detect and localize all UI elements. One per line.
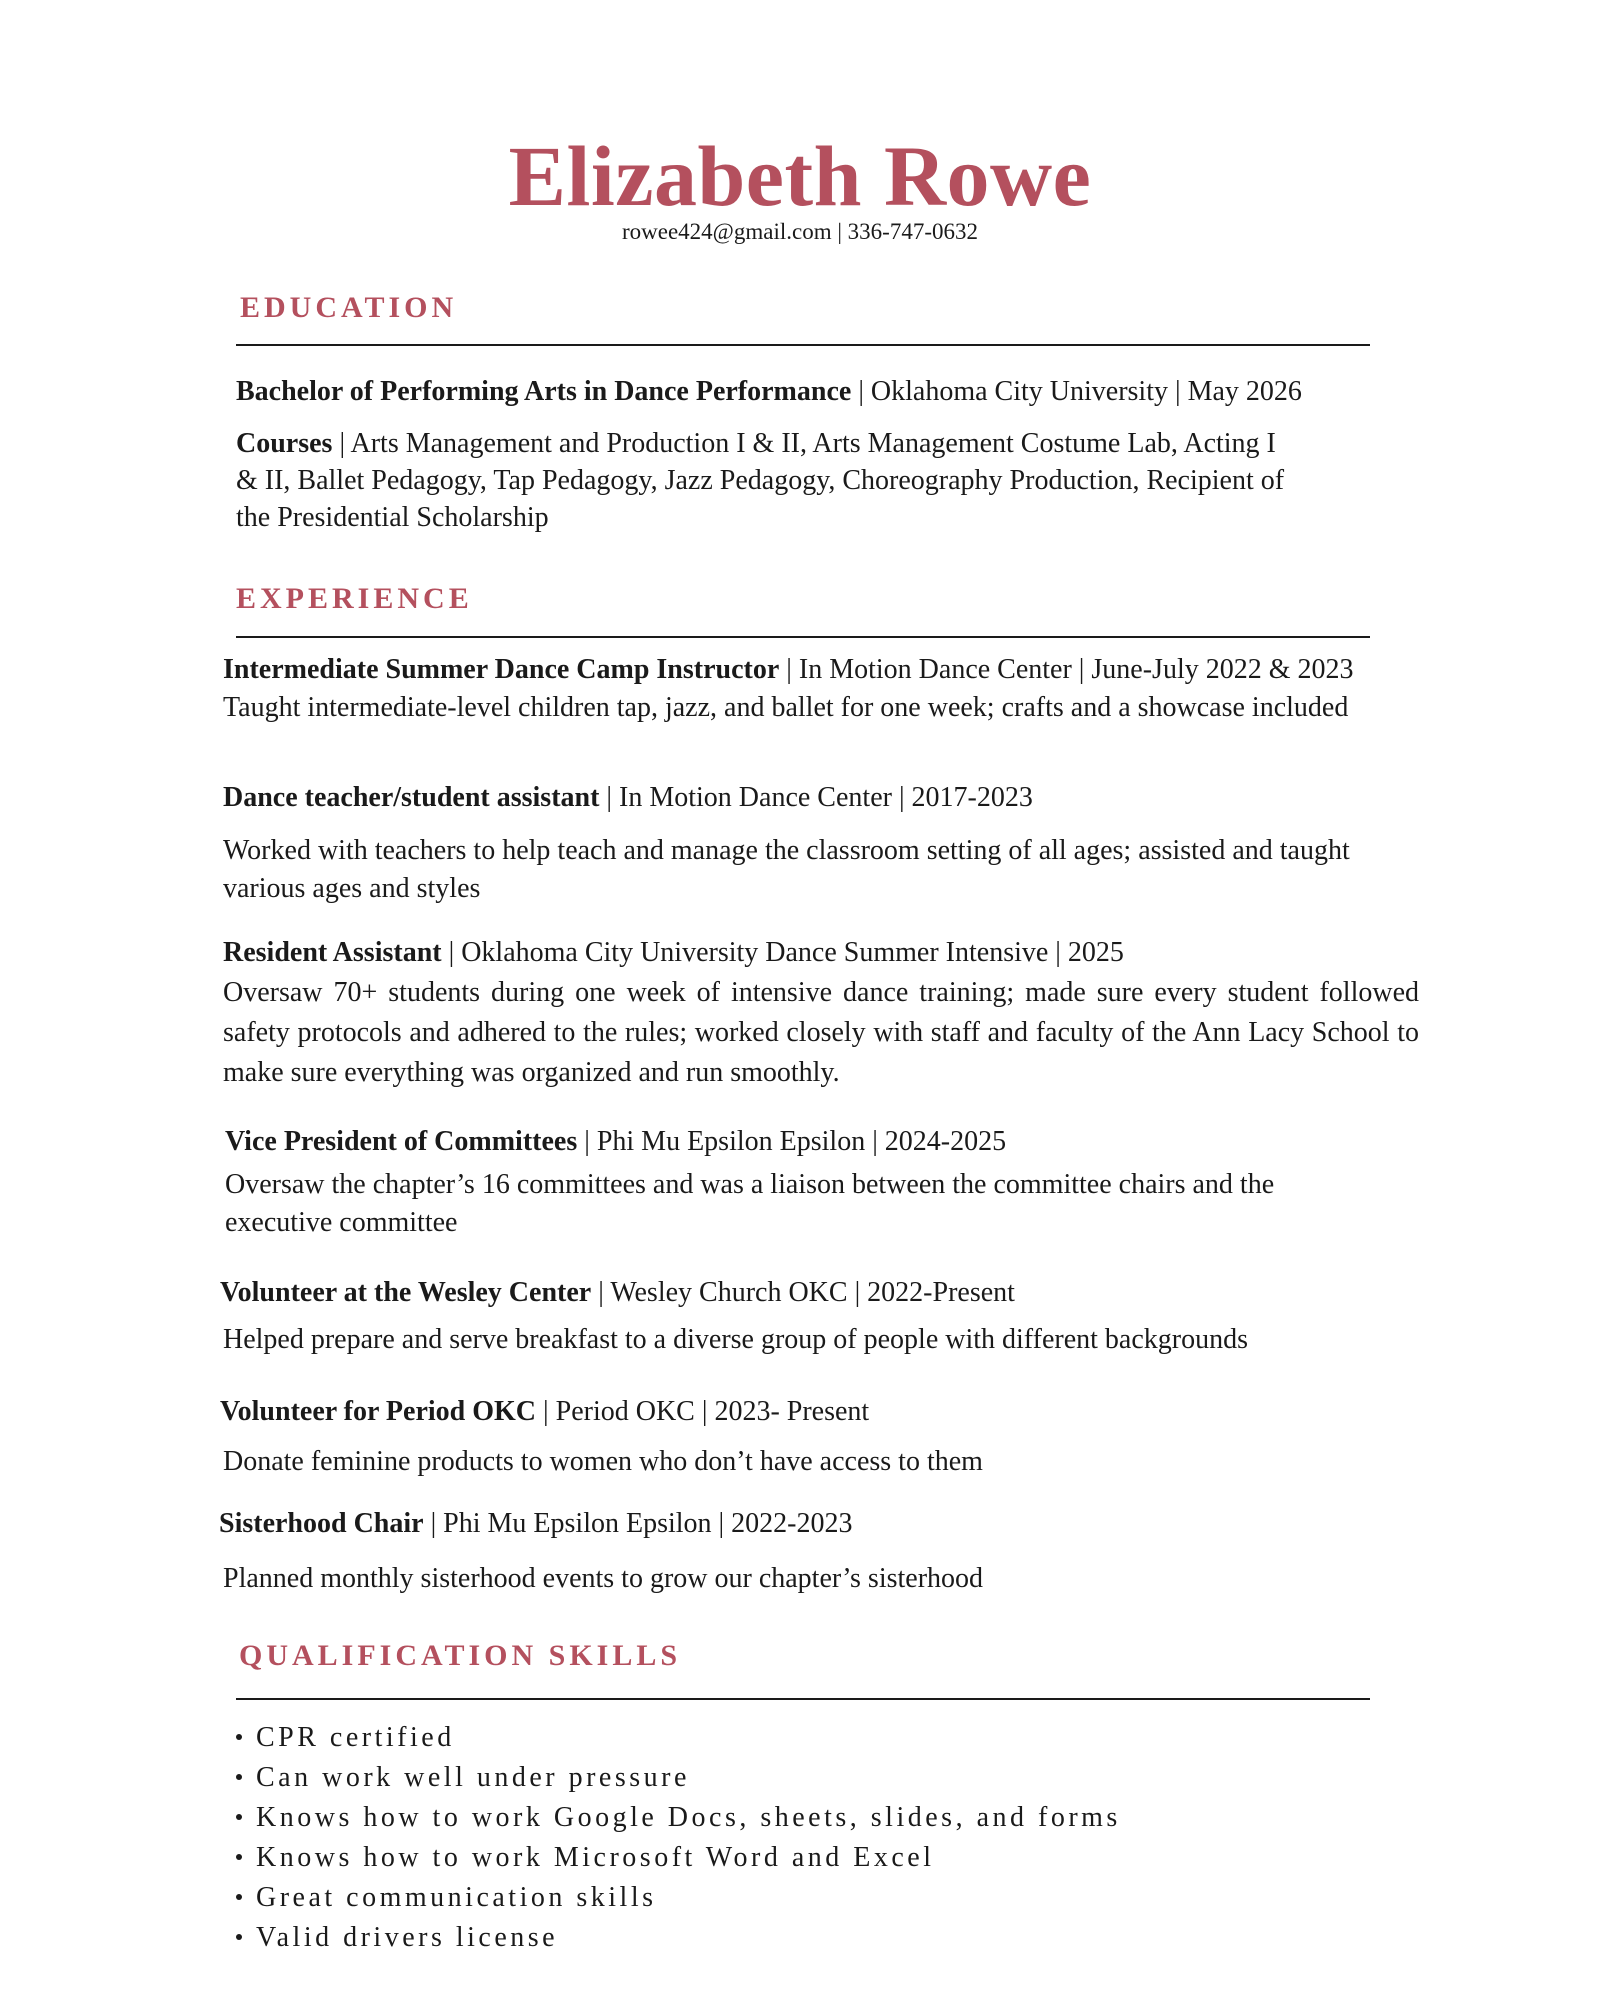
experience-item-title: Vice President of Committees [225,1126,578,1157]
skill-text: Valid drivers license [256,1922,559,1953]
skills-rule [236,1698,1370,1700]
experience-item-description: Helped prepare and serve breakfast to a diverse group of people with different backgrounds [223,1324,1248,1355]
bullet-icon [236,1774,242,1780]
experience-item-description: Oversaw the chapter’s 16 committees and was a liaison between the committee chairs and the executive committee [225,1169,1275,1238]
degree-line [236,374,1302,410]
skill-text: CPR certified [256,1722,455,1753]
courses-label: Courses [236,428,333,459]
experience-item-details: | Period OKC | 2023- Present [536,1396,870,1427]
experience-item-description: Oversaw 70+ students during one week of intensive dance training; made sure every student followed safety protocols and adhered to the rules; worked closely with staff and faculty of the Ann Lacy School to make sure everything was organized and run smoothly. [223,977,1419,1088]
experience-item-title: Sisterhood Chair [219,1508,424,1539]
skill-item [236,1718,1121,1758]
skill-item [236,1838,1121,1878]
experience-item-details: | Oklahoma City University Dance Summer Intensive | 2025 [441,937,1124,968]
experience-item-description: Worked with teachers to help teach and manage the classroom setting of all ages; assisted and taught various ages and styles [223,835,1350,904]
experience-item-title-line [223,780,1033,816]
experience-item-title: Resident Assistant [223,937,442,968]
skill-item [236,1798,1121,1838]
experience-item-details: | Wesley Church OKC | 2022-Present [591,1277,1015,1308]
skill-text: Knows how to work Microsoft Word and Excel [256,1842,935,1873]
skill-item [236,1878,1121,1918]
skill-text: Knows how to work Google Docs, sheets, slides, and forms [256,1802,1121,1833]
experience-item-description: Planned monthly sisterhood events to grow our chapter’s sisterhood [223,1563,984,1594]
courses-line-1 [236,426,1276,462]
bullet-icon [236,1854,242,1860]
experience-item-description: Donate feminine products to women who don’t have access to them [223,1446,983,1477]
experience-item-title: Volunteer for Period OKC [220,1396,537,1427]
skills-list [236,1718,1121,1958]
experience-item-title-line [220,1394,869,1430]
courses-text: | Arts Management and Production I & II, Arts Management Costume Lab, Acting I [332,428,1276,459]
bullet-icon [236,1734,242,1740]
experience-item-title-line [223,652,1354,688]
experience-item-title-line [219,1506,852,1542]
skills-heading: QUALIFICATION SKILLS [239,1639,682,1672]
resume-name: Elizabeth Rowe [508,128,1092,224]
degree-details: | Oklahoma City University | May 2026 [851,376,1302,407]
experience-item-title: Intermediate Summer Dance Camp Instructor [223,654,780,685]
education-rule [236,344,1370,346]
courses-line-2: & II, Ballet Pedagogy, Tap Pedagogy, Jazz Pedagogy, Choreography Production, Recipient of [236,465,1285,496]
experience-rule [236,636,1370,638]
experience-item-details: | In Motion Dance Center | June-July 2022 & 2023 [779,654,1354,685]
experience-item-title: Dance teacher/student assistant [223,782,600,813]
experience-item-title: Volunteer at the Wesley Center [220,1277,592,1308]
degree-title: Bachelor of Performing Arts in Dance Performance [236,376,852,407]
experience-item-title-line [223,935,1124,971]
education-heading: EDUCATION [240,291,458,324]
bullet-icon [236,1894,242,1900]
skill-text: Great communication skills [256,1882,657,1913]
experience-item-details: | Phi Mu Epsilon Epsilon | 2024-2025 [577,1126,1007,1157]
skill-item [236,1918,1121,1958]
bullet-icon [236,1814,242,1820]
skill-item [236,1758,1121,1798]
experience-item-title-line [220,1275,1015,1311]
experience-heading: EXPERIENCE [236,582,473,615]
bullet-icon [236,1934,242,1940]
experience-item-details: | In Motion Dance Center | 2017-2023 [599,782,1033,813]
experience-item-title-line [225,1124,1006,1160]
contact-info: rowee424@gmail.com | 336-747-0632 [621,219,979,244]
experience-item-description: Taught intermediate-level children tap, jazz, and ballet for one week; crafts and a showcase included [223,692,1349,723]
skill-text: Can work well under pressure [256,1762,690,1793]
courses-line-3: the Presidential Scholarship [236,502,549,533]
experience-item-details: | Phi Mu Epsilon Epsilon | 2022-2023 [423,1508,853,1539]
